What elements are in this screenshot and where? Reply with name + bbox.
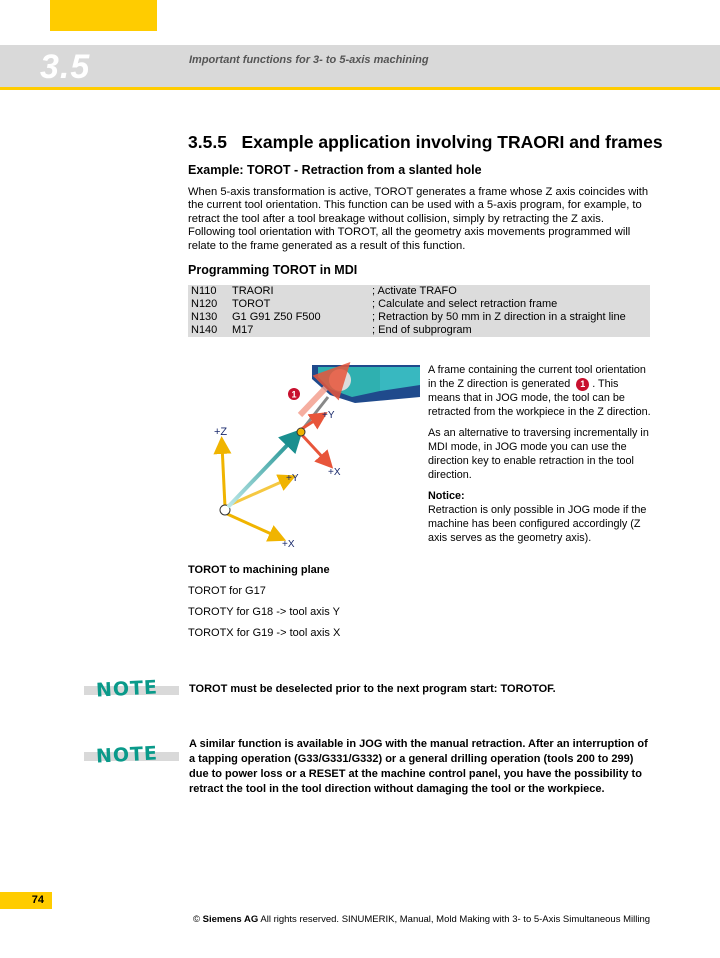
footer-company: Siemens AG [202,914,259,925]
note-marker [84,678,179,700]
code-command: TOROT [232,298,271,310]
intro-paragraph: When 5-axis transformation is active, TOROT generates a frame whose Z axis coincides with the current tool orientation. This function can be used with a 5-axis program, for example, to retract the tool after a tool breakage without collision, simply by retracting the Z axis. Following tool orientation with TOROT, all the geometry axis movements programmed will relate to the frame generated as a result of this function. [188,186,649,252]
note-text: TOROT must be deselected prior to the next program start: TOROTOF. [189,683,556,695]
code-listing [188,285,650,337]
footer: © Siemens AG All rights reserved. SINUMERIK, Manual, Mold Making with 3- to 5-Axis Simultaneous Milling [193,914,651,925]
code-comment: ; Calculate and select retraction frame [372,298,558,310]
note-text: A similar function is available in JOG with the manual retraction. After an interruption of a tapping operation (G33/G331/G332) or a general drilling operation (tools 200 to 299) due to power loss or a RESET at the machine control panel, you have the possibility to retract the tool in the tool direction without damaging the tool or the workpiece. [189,738,648,795]
description-paragraph-2: As an alternative to traversing incrementally in MDI mode, in JOG mode you can use the direction key to enable retraction in the tool direction. [428,427,649,481]
code-row [188,298,650,311]
notice [428,489,653,545]
chapter-title: Important functions for 3- to 5-axis machining [189,54,429,66]
plane-list-item: TOROTY for G18 -> tool axis Y [188,606,340,618]
notice-label: Notice: [428,490,465,502]
code-command: TRAORI [232,285,274,297]
programming-heading: Programming TOROT in MDI [188,263,358,277]
code-block: N130 [191,311,218,323]
notice-text: Retraction is only possible in JOG mode if the machine has been configured accordingly (Z axis serves as the geometry axis). [428,504,647,544]
code-row [188,311,650,324]
tool-x-axis [302,435,327,462]
label-base-x: +X [282,539,295,550]
note-label: NOTE [95,676,159,702]
code-block: N120 [191,298,218,310]
callout-number: 1 [291,389,297,400]
code-comment: ; Activate TRAFO [372,285,457,297]
page-number-box [0,892,52,909]
label-base-y: +Y [286,473,299,484]
label-base-z: +Z [214,426,228,438]
plane-list-item: TOROT for G17 [188,585,266,597]
page-number: 74 [31,894,44,906]
base-x-axis [225,513,278,537]
chapter-tab-marker [50,0,157,31]
torot-diagram [180,355,420,565]
note-marker [84,744,179,766]
label-tool-x: +X [328,467,341,478]
plane-list [188,563,340,647]
section-title: 3.5.5 Example application involving TRAORI and frames [188,132,663,152]
code-row [188,285,650,298]
code-block: N140 [191,324,218,336]
tool-origin [297,428,305,436]
code-comment: ; End of subprogram [372,324,472,336]
example-heading: Example: TOROT - Retraction from a slanted hole [188,163,482,177]
figure-description [428,363,653,545]
code-block: N110 [191,285,217,297]
code-command: M17 [232,324,254,336]
chapter-header [0,45,720,90]
plane-list-heading: TOROT to machining plane [188,564,330,576]
label-tool-y: +Y [322,410,335,421]
description-paragraph-1: A frame containing the current tool orientation in the Z direction is generated 1 . This means that in JOG mode, the tool can be retracted from the workpiece in the Z direction. [428,364,651,418]
code-command: G1 G91 Z50 F500 [232,311,321,323]
footer-text: All rights reserved. SINUMERIK, Manual, Mold Making with 3- to 5-Axis Simultaneous Milling [258,914,651,925]
code-row [188,324,650,337]
note-label: NOTE [95,742,159,768]
position-vector [228,437,295,507]
plane-list-item: TOROTX for G19 -> tool axis X [188,627,341,639]
callout-badge-inline: 1 [576,378,589,391]
chapter-number: 3.5 [40,48,91,86]
base-z-axis [222,445,225,507]
code-comment: ; Retraction by 50 mm in Z direction in a straight line [372,311,626,323]
